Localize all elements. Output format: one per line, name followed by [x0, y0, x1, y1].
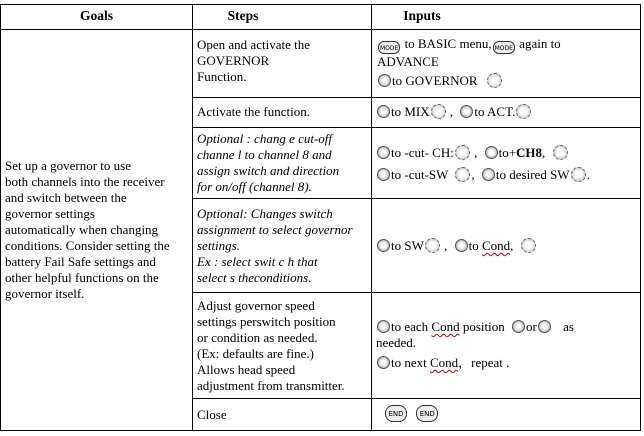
goal-line: other helpful functions on the — [5, 270, 159, 285]
end-button-icon: END — [416, 405, 438, 422]
goal-line: conditions. Consider setting the — [5, 238, 170, 253]
dial-scroll-icon — [521, 238, 536, 253]
dial-scroll-icon — [571, 167, 586, 182]
input-text: as — [563, 319, 574, 334]
step-line: settings. — [197, 238, 240, 253]
goals-header: Goals — [79, 8, 113, 23]
goal-text — [5, 158, 191, 302]
dial-knob-icon — [378, 74, 391, 87]
dial-knob-icon — [377, 356, 390, 369]
step-line: (Ex: defaults are fine.) — [197, 346, 314, 361]
input-text: to each — [391, 319, 429, 334]
separator: , — [444, 238, 448, 253]
step-adjust-speed — [197, 298, 345, 394]
dial-knob-icon — [455, 239, 468, 252]
input-text: to MIX — [391, 104, 430, 119]
goal-line: governor itself. — [5, 286, 85, 301]
step-line: Close — [197, 407, 227, 422]
input-text: to GOVERNOR — [392, 73, 478, 88]
input-text: to desired SW — [495, 167, 570, 182]
step-line: channe l to channel 8 and — [197, 147, 332, 162]
dial-scroll-icon — [425, 238, 440, 253]
input-open-governor — [377, 36, 561, 89]
input-text: to -cut- CH: — [391, 145, 454, 160]
dial-scroll-icon — [455, 145, 470, 160]
input-text: position — [462, 319, 505, 334]
step-line: Activate the function. — [197, 104, 310, 119]
dial-knob-icon — [538, 320, 551, 333]
step-line: for on/off (channel 8). — [197, 179, 312, 194]
steps-header: Steps — [227, 8, 259, 23]
input-text: or — [526, 319, 537, 334]
goal-line: and switch between the — [5, 190, 127, 205]
input-optional-switch — [376, 238, 537, 254]
separator: , — [471, 167, 475, 182]
input-text: to SW — [391, 238, 424, 253]
dial-knob-icon — [377, 239, 390, 252]
step-line: Optional : chang e cut-off — [197, 131, 333, 146]
dial-scroll-icon — [553, 145, 568, 160]
end-button-icon: END — [385, 405, 407, 422]
goal-line: battery Fail Safe settings and — [5, 254, 156, 269]
step-line: Ex : select swit c h that — [197, 254, 318, 269]
step-line: or condition as needed. — [197, 330, 318, 345]
input-text: to+ — [498, 145, 517, 160]
mode-button-icon: MODE — [378, 41, 400, 54]
input-text: to next — [391, 355, 427, 370]
step-line: settings perswitch position — [197, 314, 336, 329]
inputs-header: Inputs — [403, 8, 441, 23]
separator: , — [510, 238, 514, 253]
input-adjust-speed — [376, 319, 574, 371]
input-text: ADVANCE — [377, 54, 439, 69]
step-line: assignment to select governor — [197, 222, 353, 237]
goal-line: automatically when changing — [5, 222, 159, 237]
cond-word: Cond — [430, 355, 459, 370]
input-optional-cutoff — [376, 145, 590, 183]
step-activate — [197, 104, 310, 120]
input-close — [382, 404, 441, 422]
step-line: Allows head speed — [197, 362, 296, 377]
separator: , — [542, 145, 546, 160]
dial-knob-icon — [377, 146, 390, 159]
dial-scroll-icon — [431, 104, 446, 119]
cond-word: Cond — [431, 319, 460, 334]
step-line: assign switch and direction — [197, 163, 340, 178]
goal-line: Set up a governor to use — [5, 158, 132, 173]
step-optional-switch — [197, 206, 353, 286]
dial-knob-icon — [485, 146, 498, 159]
separator: . — [586, 167, 590, 182]
input-text: to -cut-SW — [391, 167, 449, 182]
dial-knob-icon — [377, 105, 390, 118]
cond-word: Cond — [482, 238, 511, 253]
step-line: adjustment from transmitter. — [197, 378, 345, 393]
step-close — [197, 407, 227, 423]
dial-knob-icon — [512, 320, 525, 333]
step-line: GOVERNOR — [197, 53, 270, 68]
dial-scroll-icon — [487, 73, 502, 88]
input-text: to — [468, 238, 479, 253]
channel-label: CH8 — [516, 145, 543, 160]
mode-button-icon: MODE — [493, 41, 515, 54]
dial-knob-icon — [460, 105, 473, 118]
input-text: ，repeat . — [458, 355, 510, 370]
separator: , — [449, 104, 454, 119]
goal-line: governor settings — [5, 206, 95, 221]
dial-knob-icon — [377, 168, 390, 181]
input-text: to BASIC menu, — [404, 36, 492, 51]
step-optional-cutoff — [197, 131, 339, 195]
step-line: Optional: Changes switch — [197, 206, 333, 221]
step-open-governor — [197, 37, 310, 85]
step-line: Function. — [197, 69, 247, 84]
step-line: select s theconditions. — [197, 270, 312, 285]
input-text: needed. — [376, 335, 417, 350]
dial-knob-icon — [482, 168, 495, 181]
step-line: Adjust governor speed — [197, 298, 315, 313]
dial-knob-icon — [377, 320, 390, 333]
input-text: to ACT. — [474, 104, 516, 119]
separator: , — [474, 145, 478, 160]
dial-scroll-icon — [455, 167, 470, 182]
input-text: again to — [519, 36, 561, 51]
step-line: Open and activate the — [197, 37, 310, 52]
goal-line: both channels into the receiver — [5, 174, 165, 189]
input-activate — [376, 104, 532, 120]
dial-scroll-icon — [516, 104, 531, 119]
